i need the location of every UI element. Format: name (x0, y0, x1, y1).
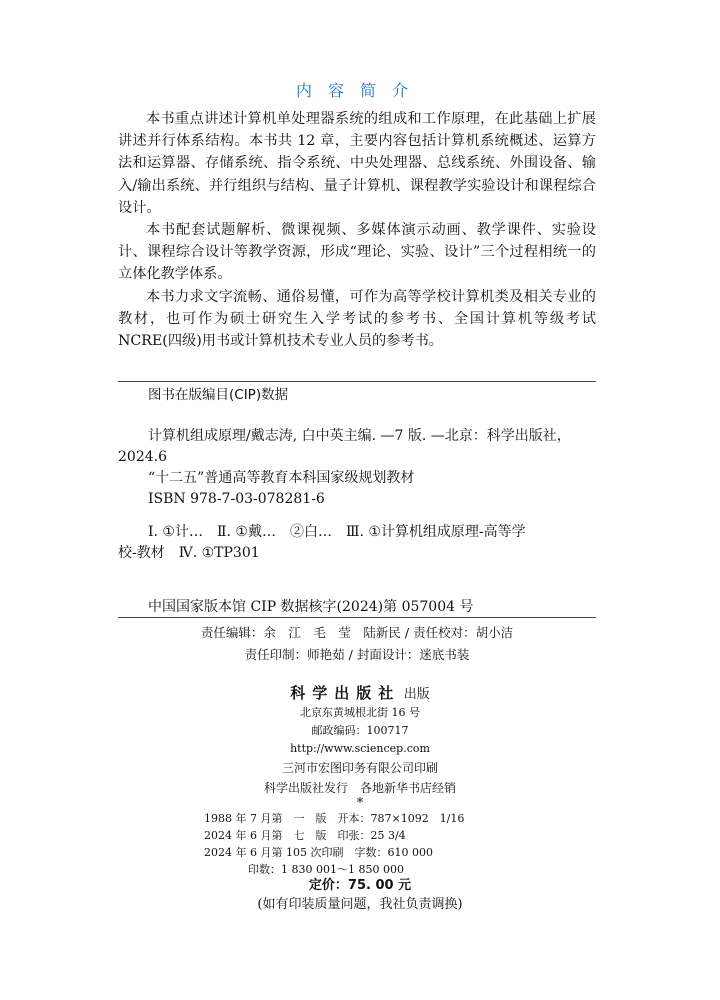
publisher-block (0, 684, 720, 810)
cip-line: 校-教材 Ⅳ. ①TP301 (118, 545, 260, 561)
cip-gap (118, 510, 596, 522)
cip-line: Ⅰ. ①计… Ⅱ. ①戴… ②白… Ⅲ. ①计算机组成原理-高等学 (148, 524, 526, 540)
publisher-address: 北京东黄城根北街 16 号 (300, 706, 420, 719)
cip-line: 2024.6 (118, 449, 167, 465)
intro-section (118, 108, 596, 352)
cip-isbn: ISBN 978-7-03-078281-6 (148, 491, 325, 507)
cip-heading: 图书在版编目(CIP)数据 (148, 387, 289, 403)
spec-row: 1988 年 7 月第 一 版 开本：787×1092 1/16 (204, 812, 465, 825)
publisher-line (0, 684, 720, 704)
price-block (0, 876, 720, 914)
printer: 三河市宏图印务有限公司印刷 (281, 761, 438, 775)
publisher-logo: 科学出版社 (290, 684, 401, 702)
publisher-suffix: 出版 (403, 687, 430, 702)
separator-star: * (356, 796, 364, 811)
credits-line: 责任编辑：余 江 毛 莹 陆新民 / 责任校对：胡小洁 (200, 625, 514, 640)
cip-line: 计算机组成原理/戴志涛, 白中英主编. —7 版. —北京：科学出版社， (148, 428, 571, 444)
divider-bottom (118, 617, 596, 618)
intro-paragraph: 本书力求文字流畅、通俗易懂，可作为高等学校计算机类及相关专业的教材，也可作为硕士研究生入学考试的参考书、全国计算机等级考试NCRE(四级)用书或计算机技术专业人员的参考书。 (118, 288, 596, 350)
intro-title: 内容简介 (295, 81, 424, 100)
credits (118, 622, 596, 666)
publisher-url: http://www.sciencep.com (290, 742, 430, 755)
cip-number: 中国国家版本馆 CIP 数据核字(2024)第 057004 号 (148, 599, 474, 615)
intro-paragraph: 本书配套试题解析、微课视频、多媒体演示动画、教学课件、实验设计、课程综合设计等教学资源，形成“理论、实验、设计”三个过程相统一的立体化教学体系。 (118, 222, 596, 283)
distribution: 科学出版社发行 各地新华书店经销 (263, 781, 456, 795)
cip-record (118, 426, 596, 564)
spec-row: 印数：1 830 001～1 850 000 (204, 863, 404, 876)
price-label: 定价：75. 00 元 (308, 878, 412, 893)
cip-line: “十二五”普通高等教育本科国家级规划教材 (148, 470, 415, 486)
intro-paragraph: 本书重点讲述计算机单处理器系统的组成和工作原理，在此基础上扩展讲述并行体系结构。本书共 12 章，主要内容包括计算机系统概述、运算方法和运算器、存储系统、指令系统、中央处理器、总线系统、外围设备、输入/输出系统、并行组织与结构、量子计算机、课程教学实验设计和课程综合设计。 (118, 111, 596, 216)
spec-row: 2024 年 6 月第 105 次印刷 字数：610 000 (204, 846, 433, 859)
credits-line: 责任印制：师艳茹 / 封面设计：迷底书装 (244, 647, 470, 662)
publisher-postcode: 邮政编码：100717 (311, 724, 409, 737)
quality-note: (如有印装质量问题，我社负责调换) (257, 897, 463, 912)
print-specs (204, 810, 464, 878)
divider-top (118, 381, 596, 382)
spec-row: 2024 年 6 月第 七 版 印张：25 3/4 (204, 829, 406, 842)
